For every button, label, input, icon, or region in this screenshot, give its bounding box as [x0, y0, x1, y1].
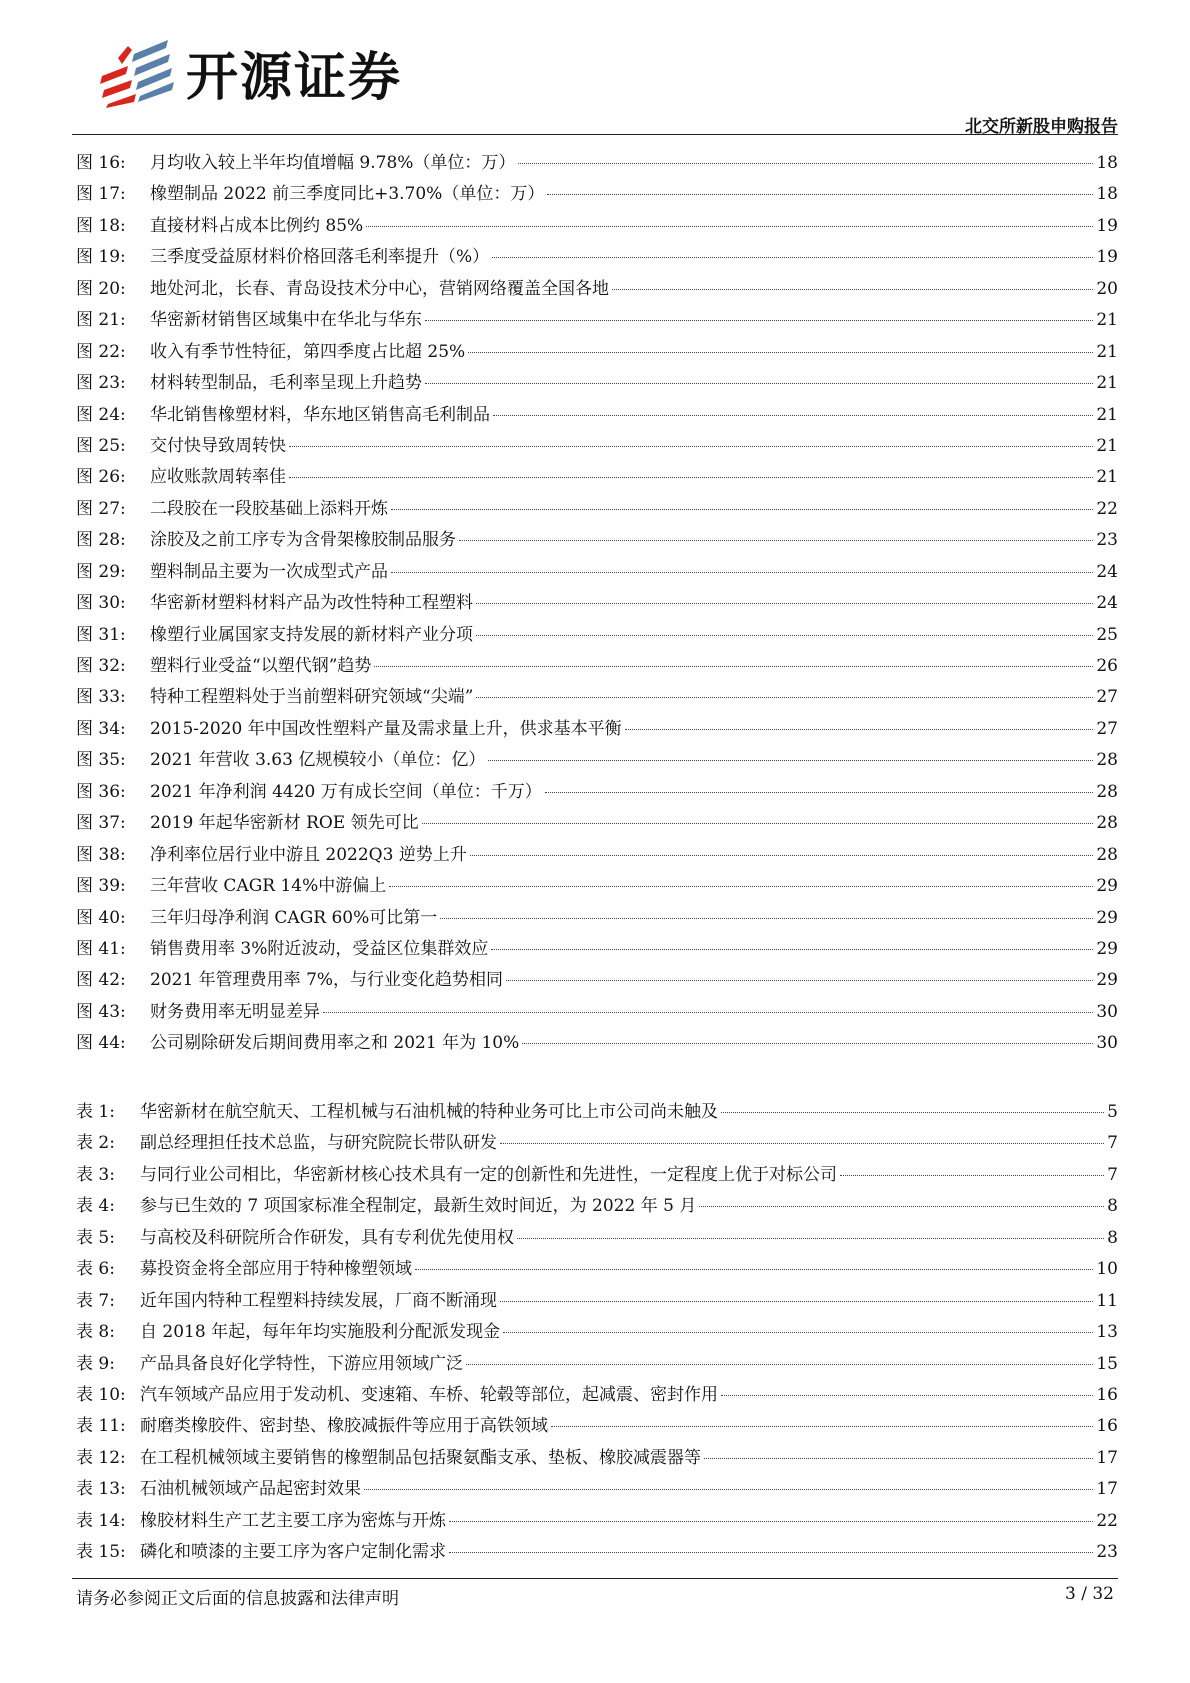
figure-entry[interactable]	[76, 337, 1118, 368]
figure-entry-label: 图 44:	[76, 1033, 126, 1054]
table-entry[interactable]	[76, 1443, 1118, 1474]
table-entry-title: 在工程机械领域主要销售的橡塑制品包括聚氨酯支承、垫板、橡胶减震器等	[140, 1447, 701, 1468]
figure-entry-label: 图 17:	[76, 184, 126, 205]
figure-entry-title: 2021 年净利润 4420 万有成长空间（单位：千万）	[150, 781, 542, 802]
dot-leader	[500, 1143, 1104, 1144]
figure-entry-label: 图 36:	[76, 781, 126, 802]
dot-leader	[422, 823, 1094, 824]
dot-leader	[625, 729, 1094, 730]
table-entry-label: 表 7:	[76, 1290, 115, 1311]
figure-entry-label: 图 35:	[76, 750, 126, 771]
figure-entry-title: 三季度受益原材料价格回落毛利率提升（%）	[150, 247, 490, 268]
table-entry-page: 11	[1096, 1290, 1118, 1311]
figure-entry[interactable]	[76, 494, 1118, 525]
figure-entry-title: 净利率位居行业中游且 2022Q3 逆势上升	[150, 844, 467, 865]
table-entry[interactable]	[76, 1349, 1118, 1380]
figure-entry-page: 28	[1096, 844, 1118, 865]
dot-leader	[547, 194, 1093, 195]
table-entry[interactable]	[76, 1474, 1118, 1505]
figure-entry[interactable]	[76, 1028, 1118, 1059]
figure-entry[interactable]	[76, 745, 1118, 776]
figure-entry[interactable]	[76, 871, 1118, 902]
dot-leader	[840, 1175, 1104, 1176]
figure-entry-title: 华密新材塑料材料产品为改性特种工程塑料	[150, 593, 473, 614]
figure-entry-title: 橡塑制品 2022 前三季度同比+3.70%（单位：万）	[150, 184, 545, 205]
figure-entry-label: 图 40:	[76, 907, 126, 928]
figure-entry[interactable]	[76, 400, 1118, 431]
dot-leader	[476, 635, 1093, 636]
figure-entry[interactable]	[76, 148, 1118, 179]
figure-entry[interactable]	[76, 305, 1118, 336]
table-entry-label: 表 9:	[76, 1353, 115, 1374]
dot-leader	[506, 980, 1093, 981]
figure-entry-label: 图 33:	[76, 687, 126, 708]
table-entry-page: 16	[1096, 1384, 1118, 1405]
figure-entry-page: 22	[1096, 498, 1118, 519]
figure-entry-page: 29	[1096, 970, 1118, 991]
dot-leader	[488, 760, 1093, 761]
figure-entry-label: 图 21:	[76, 310, 126, 331]
dot-leader	[366, 226, 1093, 227]
figure-entry-label: 图 42:	[76, 970, 126, 991]
table-entry-title: 近年国内特种工程塑料持续发展，厂商不断涌现	[140, 1290, 497, 1311]
dot-leader	[517, 1238, 1104, 1239]
brand-logo-icon	[98, 36, 176, 108]
figure-entry[interactable]	[76, 557, 1118, 588]
figure-entry[interactable]	[76, 714, 1118, 745]
figure-entry[interactable]	[76, 965, 1118, 996]
header-divider	[72, 134, 1118, 135]
figure-entry-page: 21	[1096, 310, 1118, 331]
dot-leader	[449, 1521, 1093, 1522]
figure-entry-title: 华密新材销售区域集中在华北与华东	[150, 310, 422, 331]
table-entry-title: 副总经理担任技术总监，与研究院院长带队研发	[140, 1133, 497, 1154]
table-entry-label: 表 11:	[76, 1416, 126, 1437]
dot-leader	[468, 352, 1093, 353]
figure-entry-label: 图 29:	[76, 561, 126, 582]
figure-entry-title: 三年营收 CAGR 14%中游偏上	[150, 876, 387, 897]
figure-entry-label: 图 19:	[76, 247, 126, 268]
table-entry-label: 表 4:	[76, 1196, 115, 1217]
figure-entry[interactable]	[76, 179, 1118, 210]
figure-entry[interactable]	[76, 368, 1118, 399]
figure-entry-title: 月均收入较上半年均值增幅 9.78%（单位：万）	[150, 153, 516, 173]
figure-entry-title: 收入有季节性特征，第四季度占比超 25%	[150, 341, 466, 362]
figure-entry-page: 21	[1096, 373, 1118, 394]
dot-leader	[391, 572, 1093, 573]
figure-entry-label: 图 34:	[76, 718, 126, 739]
figure-entry[interactable]	[76, 462, 1118, 493]
dot-leader	[389, 886, 1093, 887]
table-entry-page: 15	[1096, 1353, 1118, 1374]
table-entry[interactable]	[76, 1160, 1118, 1191]
figure-entry-label: 图 30:	[76, 593, 126, 614]
dot-leader	[500, 1301, 1093, 1302]
figure-entry-page: 26	[1096, 656, 1118, 676]
dot-leader	[491, 949, 1093, 950]
figure-entry-title: 2015-2020 年中国改性塑料产量及需求量上升，供求基本平衡	[150, 718, 622, 739]
figure-entry-page: 21	[1096, 467, 1118, 488]
dot-leader	[522, 1043, 1093, 1044]
figure-entry-title: 华北销售橡塑材料，华东地区销售高毛利制品	[150, 404, 490, 425]
dot-leader	[364, 1489, 1093, 1490]
table-entry[interactable]	[76, 1411, 1118, 1442]
dot-leader	[476, 603, 1093, 604]
table-entry[interactable]	[76, 1097, 1118, 1128]
dot-leader	[425, 383, 1093, 384]
figure-entry-page: 21	[1096, 341, 1118, 362]
table-entry-label: 表 3:	[76, 1164, 115, 1185]
figure-entry-page: 27	[1096, 687, 1118, 708]
figure-entry-page: 28	[1096, 813, 1118, 834]
figure-index	[76, 148, 1118, 1060]
table-entry-page: 10	[1096, 1259, 1118, 1280]
figure-entry-title: 2019 年起华密新材 ROE 领先可比	[150, 813, 419, 834]
footer-disclaimer: 请务必参阅正文后面的信息披露和法律声明	[76, 1589, 399, 1609]
table-entry[interactable]	[76, 1223, 1118, 1254]
figure-entry[interactable]	[76, 934, 1118, 965]
table-entry[interactable]	[76, 1506, 1118, 1537]
figure-entry-label: 图 23:	[76, 373, 126, 394]
dot-leader	[323, 1012, 1093, 1013]
table-entry-label: 表 5:	[76, 1227, 115, 1248]
figure-entry-page: 24	[1096, 593, 1118, 614]
figure-entry[interactable]	[76, 242, 1118, 273]
table-entry-title: 磷化和喷漆的主要工序为客户定制化需求	[140, 1542, 446, 1563]
dot-leader	[466, 1364, 1093, 1365]
table-entry-page: 22	[1096, 1510, 1118, 1531]
figure-entry[interactable]	[76, 211, 1118, 242]
figure-entry[interactable]	[76, 903, 1118, 934]
table-entry[interactable]	[76, 1537, 1118, 1568]
figure-entry[interactable]	[76, 840, 1118, 871]
figure-entry-label: 图 38:	[76, 844, 126, 865]
dot-leader	[374, 666, 1093, 667]
figure-entry-page: 18	[1096, 153, 1118, 173]
dot-leader	[289, 446, 1093, 447]
table-entry-page: 5	[1107, 1102, 1118, 1122]
figure-entry-title: 财务费用率无明显差异	[150, 1001, 320, 1022]
figure-entry-title: 塑料制品主要为一次成型式产品	[150, 561, 388, 582]
figure-entry-title: 材料转型制品，毛利率呈现上升趋势	[150, 373, 422, 394]
figure-entry[interactable]	[76, 997, 1118, 1028]
figure-entry-title: 塑料行业受益“以塑代钢”趋势	[150, 656, 372, 676]
figure-entry-page: 28	[1096, 750, 1118, 771]
table-entry-page: 8	[1107, 1227, 1118, 1248]
table-entry-page: 8	[1107, 1196, 1118, 1217]
figure-entry[interactable]	[76, 431, 1118, 462]
dot-leader	[518, 163, 1093, 164]
table-entry-title: 产品具备良好化学特性，下游应用领域广泛	[140, 1353, 463, 1374]
figure-entry-page: 19	[1096, 215, 1118, 236]
figure-entry-label: 图 43:	[76, 1001, 126, 1022]
figure-entry-page: 24	[1096, 561, 1118, 582]
dot-leader	[545, 792, 1094, 793]
figure-entry-title: 二段胶在一段胶基础上添料开炼	[150, 498, 388, 519]
figure-entry-label: 图 24:	[76, 404, 126, 425]
figure-entry-title: 橡塑行业属国家支持发展的新材料产业分项	[150, 624, 473, 645]
figure-entry-label: 图 22:	[76, 341, 126, 362]
figure-entry-label: 图 27:	[76, 498, 126, 519]
table-entry[interactable]	[76, 1317, 1118, 1348]
figure-entry-title: 特种工程塑料处于当前塑料研究领域“尖端”	[150, 687, 474, 708]
figure-entry-label: 图 28:	[76, 530, 126, 551]
figure-entry-title: 2021 年管理费用率 7%，与行业变化趋势相同	[150, 970, 504, 991]
dot-leader	[470, 855, 1094, 856]
figure-entry-title: 2021 年营收 3.63 亿规模较小（单位：亿）	[150, 750, 486, 771]
figure-entry-page: 28	[1096, 781, 1118, 802]
figure-entry-page: 25	[1096, 624, 1118, 645]
figure-entry-title: 涂胶及之前工序专为含骨架橡胶制品服务	[150, 530, 456, 551]
figure-entry-page: 23	[1096, 530, 1118, 551]
table-index	[76, 1097, 1118, 1569]
figure-entry[interactable]	[76, 525, 1118, 556]
figure-entry[interactable]	[76, 808, 1118, 839]
dot-leader	[440, 918, 1093, 919]
table-entry-title: 参与已生效的 7 项国家标准全程制定，最新生效时间近，为 2022 年 5 月	[140, 1196, 697, 1217]
table-entry-title: 与高校及科研院所合作研发，具有专利优先使用权	[140, 1227, 514, 1248]
figure-entry-label: 图 41:	[76, 938, 126, 959]
figure-entry[interactable]	[76, 588, 1118, 619]
dot-leader	[459, 540, 1093, 541]
figure-entry-page: 19	[1096, 247, 1118, 268]
footer-divider	[72, 1578, 1118, 1579]
figure-entry-title: 应收账款周转率佳	[150, 467, 286, 488]
table-entry-page: 16	[1096, 1416, 1118, 1437]
dot-leader	[503, 1332, 1093, 1333]
table-entry-page: 17	[1096, 1479, 1118, 1500]
figure-entry-label: 图 39:	[76, 876, 126, 897]
figure-entry-label: 图 31:	[76, 624, 126, 645]
table-entry-label: 表 8:	[76, 1322, 115, 1343]
dot-leader	[476, 697, 1093, 698]
figure-entry-page: 29	[1096, 876, 1118, 897]
table-entry-title: 汽车领域产品应用于发动机、变速箱、车桥、轮毂等部位，起减震、密封作用	[140, 1384, 718, 1405]
figure-entry-page: 30	[1096, 1001, 1118, 1022]
figure-entry[interactable]	[76, 274, 1118, 305]
figure-entry-page: 27	[1096, 718, 1118, 739]
table-entry-title: 石油机械领域产品起密封效果	[140, 1479, 361, 1500]
table-entry-title: 与同行业公司相比，华密新材核心技术具有一定的创新性和先进性，一定程度上优于对标公司	[140, 1164, 837, 1185]
table-entry-label: 表 12:	[76, 1447, 126, 1468]
dot-leader	[721, 1112, 1104, 1113]
table-entry-title: 耐磨类橡胶件、密封垫、橡胶减振件等应用于高铁领域	[140, 1416, 548, 1437]
table-entry[interactable]	[76, 1128, 1118, 1159]
figure-entry-title: 直接材料占成本比例约 85%	[150, 215, 364, 236]
table-entry-label: 表 2:	[76, 1133, 115, 1154]
table-entry[interactable]	[76, 1191, 1118, 1222]
table-entry[interactable]	[76, 1380, 1118, 1411]
dot-leader	[449, 1552, 1093, 1553]
dot-leader	[289, 477, 1093, 478]
table-entry-label: 表 13:	[76, 1479, 126, 1500]
figure-entry-label: 图 32:	[76, 656, 126, 676]
dot-leader	[391, 509, 1093, 510]
page-number: 3 / 32	[1065, 1584, 1114, 1604]
figure-entry[interactable]	[76, 777, 1118, 808]
figure-entry-label: 图 20:	[76, 278, 126, 299]
figure-entry-title: 地处河北，长春、青岛设技术分中心，营销网络覆盖全国各地	[150, 278, 609, 299]
figure-entry-label: 图 26:	[76, 467, 126, 488]
figure-entry[interactable]	[76, 651, 1118, 682]
figure-entry-page: 18	[1096, 184, 1118, 205]
figure-entry-title: 交付快导致周转快	[150, 435, 286, 456]
dot-leader	[551, 1426, 1093, 1427]
brand-name: 开源证券	[186, 47, 403, 108]
figure-entry-title: 三年归母净利润 CAGR 60%可比第一	[150, 907, 438, 928]
table-entry-label: 表 15:	[76, 1542, 126, 1563]
brand-logo	[98, 36, 402, 108]
dot-leader	[612, 289, 1093, 290]
figure-entry-label: 图 18:	[76, 215, 126, 236]
table-entry[interactable]	[76, 1254, 1118, 1285]
figure-entry-label: 图 16:	[76, 153, 126, 173]
dot-leader	[415, 1269, 1093, 1270]
dot-leader	[493, 415, 1093, 416]
dot-leader	[492, 257, 1093, 258]
table-entry-title: 橡胶材料生产工艺主要工序为密炼与开炼	[140, 1510, 446, 1531]
figure-entry[interactable]	[76, 682, 1118, 713]
table-entry-label: 表 14:	[76, 1510, 126, 1531]
report-type: 北交所新股申购报告	[965, 117, 1118, 137]
figure-entry-title: 销售费用率 3%附近波动，受益区位集群效应	[150, 938, 489, 959]
figure-entry-label: 图 25:	[76, 435, 126, 456]
figure-entry-label: 图 37:	[76, 813, 126, 834]
dot-leader	[721, 1395, 1093, 1396]
figure-entry-page: 30	[1096, 1033, 1118, 1054]
figure-entry-page: 29	[1096, 938, 1118, 959]
table-entry-label: 表 10:	[76, 1384, 126, 1405]
figure-entry-page: 21	[1096, 404, 1118, 425]
figure-entry-page: 20	[1096, 278, 1118, 299]
table-entry-title: 自 2018 年起，每年年均实施股利分配派发现金	[140, 1322, 501, 1343]
figure-entry-page: 21	[1096, 435, 1118, 456]
table-entry-page: 23	[1096, 1542, 1118, 1563]
figure-entry-title: 公司剔除研发后期间费用率之和 2021 年为 10%	[150, 1033, 520, 1054]
dot-leader	[425, 320, 1093, 321]
dot-leader	[704, 1458, 1093, 1459]
table-entry-title: 募投资金将全部应用于特种橡塑领域	[140, 1259, 412, 1280]
table-entry[interactable]	[76, 1286, 1118, 1317]
table-entry-title: 华密新材在航空航天、工程机械与石油机械的特种业务可比上市公司尚未触及	[140, 1102, 718, 1122]
table-entry-page: 7	[1107, 1133, 1118, 1154]
table-entry-label: 表 1:	[76, 1102, 115, 1122]
figure-entry[interactable]	[76, 620, 1118, 651]
table-entry-page: 13	[1096, 1322, 1118, 1343]
table-entry-page: 7	[1107, 1164, 1118, 1185]
dot-leader	[699, 1206, 1104, 1207]
figure-entry-page: 29	[1096, 907, 1118, 928]
table-entry-label: 表 6:	[76, 1259, 115, 1280]
table-entry-page: 17	[1096, 1447, 1118, 1468]
